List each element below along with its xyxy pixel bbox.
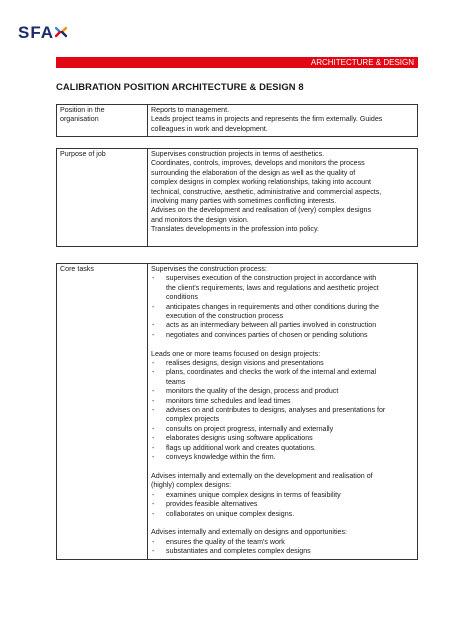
list-item	[151, 510, 414, 519]
list-item-text: negotiates and convinces parties of chosen or pending solutions	[166, 330, 368, 339]
list-item	[151, 331, 414, 340]
list-item-text: ensures the quality of the team's work	[166, 537, 285, 546]
core-label-cell	[57, 264, 148, 560]
purpose-line: technical, constructive, aesthetic, administrative and commercial aspects,	[151, 187, 382, 196]
list-item-text: collaborates on unique complex designs.	[166, 509, 295, 518]
logo-cross-icon	[55, 25, 67, 39]
core-group2-list	[151, 359, 414, 462]
purpose-content-cell	[148, 149, 418, 247]
purpose-line: involving many parties with sometimes conflicting interests.	[151, 197, 337, 206]
list-item-text: monitors time schedules and lead times	[166, 396, 291, 405]
list-item-text: flags up additional work and creates quotations.	[166, 443, 316, 452]
core-group1-list	[151, 274, 414, 340]
purpose-label: Purpose of job	[60, 150, 106, 158]
list-item	[151, 434, 414, 443]
list-item	[151, 321, 414, 330]
position-label-line: Position in the	[60, 106, 105, 114]
core-group4-list	[151, 538, 414, 557]
list-item-text: examines unique complex designs in terms of feasibility	[166, 490, 341, 499]
list-item-text: conveys knowledge within the firm.	[166, 453, 276, 462]
purpose-table	[56, 148, 418, 247]
list-item	[151, 547, 414, 556]
purpose-line: surrounding the elaboration of the design as well as the quality of	[151, 168, 356, 177]
list-item-text: consults on project progress, internally and externally	[166, 424, 334, 433]
list-item-text: provides feasible alternatives	[166, 500, 258, 509]
category-banner: ARCHITECTURE & DESIGN	[56, 57, 418, 68]
logo-text: SFA	[18, 23, 55, 42]
purpose-line: complex designs in complex working relationships, taking into account	[151, 178, 372, 187]
list-item	[151, 387, 414, 396]
list-item	[151, 444, 414, 453]
list-item-text: monitors the quality of the design, process and product	[166, 387, 339, 396]
list-item	[151, 303, 414, 322]
position-table	[56, 104, 418, 137]
list-item-text: anticipates changes in requirements and other conditions during the execution of the construction process	[166, 302, 379, 321]
purpose-line: Coordinates, controls, improves, develops and monitors the process	[151, 159, 365, 168]
core-group-intro: Advises internally and externally on designs and opportunities:	[151, 528, 347, 537]
core-group-intro: Leads one or more teams focused on design projects:	[151, 349, 321, 358]
list-item-text: advises on and contributes to designs, analyses and presentations for complex projects	[166, 406, 386, 424]
position-label-line: organisation	[60, 115, 99, 124]
core-label: Core tasks	[60, 265, 94, 273]
list-item	[151, 397, 414, 406]
core-content-cell	[148, 264, 418, 560]
core-group-intro: (highly) complex designs:	[151, 481, 232, 490]
list-item	[151, 425, 414, 434]
purpose-label-cell	[57, 149, 148, 247]
core-tasks-table	[56, 263, 418, 560]
list-item-text: realises designs, design visions and presentations	[166, 359, 324, 368]
list-item-text: elaborates designs using software applications	[166, 434, 313, 443]
list-item	[151, 453, 414, 462]
sfa-logo	[18, 24, 67, 42]
position-label-cell	[57, 105, 148, 137]
position-content-cell	[148, 105, 418, 137]
core-group-intro: Advises internally and externally on the development and realisation of	[151, 471, 373, 480]
document-title: CALIBRATION POSITION ARCHITECTURE & DESIGN 8	[56, 81, 304, 92]
position-line: Reports to management.	[151, 106, 230, 114]
core-group-intro: Supervises the construction process:	[151, 265, 267, 273]
purpose-line: Advises on the development and realisation of (very) complex designs	[151, 206, 372, 215]
list-item-text: supervises execution of the construction project in accordance with the client's requirements, laws and regulations and aesthetic project conditions	[166, 274, 379, 302]
purpose-line: and monitors the design vision.	[151, 215, 249, 224]
list-item-text: plans, coordinates and checks the work of the internal and external teams	[166, 368, 377, 386]
list-item	[151, 500, 414, 509]
list-item-text: acts as an intermediary between all parties involved in construction	[166, 321, 377, 330]
list-item-text: substantiates and completes complex designs	[166, 547, 311, 556]
purpose-line: Translates developments in the profession into policy.	[151, 225, 319, 234]
list-item	[151, 406, 414, 425]
position-line: colleagues in work and development.	[151, 124, 268, 133]
purpose-line: Supervises construction projects in terms of aesthetics.	[151, 150, 325, 158]
list-item	[151, 359, 414, 368]
core-group3-list	[151, 491, 414, 519]
list-item	[151, 491, 414, 500]
list-item	[151, 538, 414, 547]
list-item	[151, 274, 414, 302]
list-item	[151, 368, 414, 387]
position-line: Leads project teams in projects and represents the firm externally. Guides	[151, 115, 383, 124]
